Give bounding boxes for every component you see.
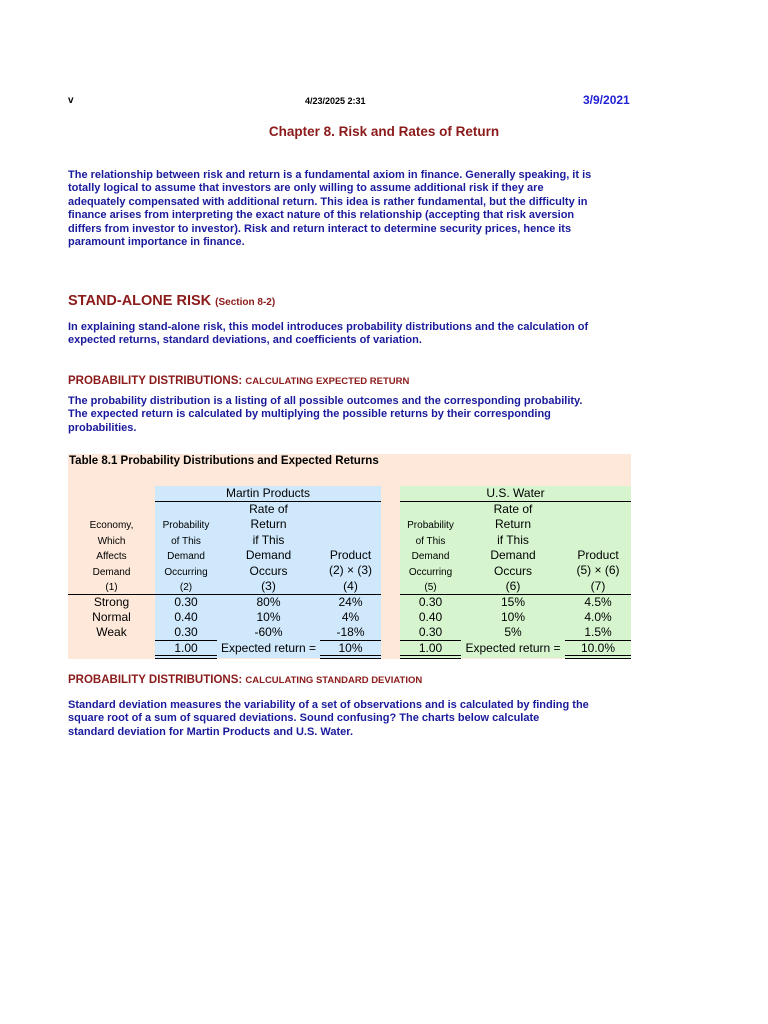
cell-probability: 0.30 (174, 625, 198, 639)
header-line: Probability (407, 520, 454, 531)
paragraph-line: The expected return is calculated by multiplying the possible returns by their corresponding (68, 408, 551, 421)
col-header-product-2 (565, 548, 631, 594)
header-line: Rate of (493, 502, 533, 516)
intro-line: totally logical to assume that investors are only willing to assume additional risk if they are (68, 182, 544, 195)
paragraph-line: square root of a sum of squared deviations. Sound confusing? The charts below calculate (68, 712, 540, 725)
header-line: (2) (179, 582, 193, 594)
cell-rate: 15% (500, 595, 526, 609)
header-line: Occurring (164, 566, 208, 578)
col-header-rate-2 (461, 502, 565, 594)
header-line: Which (97, 535, 126, 547)
header-mark: v (68, 95, 74, 106)
header-line: of This (415, 535, 446, 547)
total-probability: 1.00 (174, 641, 198, 655)
cell-probability: 0.30 (418, 625, 443, 639)
header-line: Demand (92, 566, 131, 578)
expected-return-value: 10% (338, 641, 363, 655)
cell-product: 4.5% (584, 595, 612, 609)
double-rule (400, 655, 461, 659)
cell-product: 24% (338, 595, 363, 609)
stand-alone-paragraph (68, 321, 633, 348)
col-header-probability-2 (400, 518, 461, 596)
header-line: of This (171, 535, 201, 547)
expected-return-value: 10.0% (580, 641, 616, 655)
heading-main: PROBABILITY DISTRIBUTIONS: (68, 375, 243, 387)
double-rule (155, 655, 217, 659)
group-header-martin: Martin Products (225, 486, 311, 500)
paragraph-line: Standard deviation measures the variability of a set of observations and is calculated by finding the (68, 699, 589, 711)
header-line: (7) (590, 578, 606, 593)
cell-economy: Strong (93, 595, 130, 609)
header-timestamp: 4/23/2025 2:31 (305, 96, 366, 106)
header-line: if This (252, 532, 285, 547)
header-line: (6) (505, 579, 521, 594)
heading-sub: CALCULATING EXPECTED RETURN (245, 376, 410, 387)
heading-sub: CALCULATING STANDARD DEVIATION (245, 675, 423, 686)
cell-product: 1.5% (584, 625, 612, 639)
header-line: Rate of (249, 502, 288, 516)
header-line: Occurs (249, 563, 288, 578)
header-line: Product (329, 548, 372, 562)
table-title: Table 8.1 Probability Distributions and Expected Returns (69, 455, 379, 467)
header-line: (5) × (6) (576, 563, 620, 578)
header-line: Demand (167, 551, 205, 563)
header-line: (1) (105, 582, 118, 594)
paragraph-line: expected returns, standard deviations, and coefficients of variation. (68, 334, 422, 347)
header-line: Demand (490, 548, 536, 563)
header-line: Economy, (89, 520, 134, 531)
intro-paragraph (68, 169, 633, 249)
col-header-probability-1 (155, 518, 217, 596)
cell-rate: 80% (256, 595, 281, 609)
header-line: Demand (411, 551, 450, 563)
header-line: (3) (261, 579, 276, 594)
double-rule (565, 655, 631, 659)
expected-return-heading (68, 375, 409, 387)
double-rule (320, 655, 381, 659)
cell-rate: 10% (500, 610, 526, 624)
intro-line: finance arises from interpreting the exact nature of this relationship (accepting that risk aversion (68, 209, 575, 222)
header-line: Occurs (493, 563, 532, 578)
header-line: Return (494, 517, 532, 532)
cell-rate: -60% (254, 625, 283, 639)
intro-line: The relationship between risk and return is a fundamental axiom in finance. Generally speaking, it is (68, 169, 592, 181)
cell-probability: 0.40 (418, 610, 443, 624)
paragraph-line: probabilities. (68, 421, 137, 434)
cell-product: 4.0% (584, 610, 612, 624)
intro-line: adequately compensated with additional return. This idea is rather fundamental, but the difficulty in (68, 195, 588, 208)
header-line: Probability (162, 520, 210, 531)
standard-deviation-heading (68, 674, 422, 686)
cell-product: -18% (336, 625, 365, 639)
standard-deviation-paragraph (68, 699, 633, 739)
header-line: Affects (96, 551, 127, 563)
intro-line: differs from investor to investor). Risk and return interact to determine security prices, hence its (68, 222, 572, 235)
group-header-water: U.S. Water (486, 486, 545, 500)
cell-probability: 0.30 (418, 595, 443, 609)
cell-economy: Normal (92, 610, 131, 624)
header-line: Return (250, 517, 287, 532)
paragraph-line: standard deviation for Martin Products and U.S. Water. (68, 725, 354, 738)
paragraph-line: The probability distribution is a listing of all possible outcomes and the corresponding probability. (68, 395, 583, 407)
section-reference: (Section 8-2) (215, 297, 276, 308)
header-date: 3/9/2021 (583, 93, 630, 107)
header-line: (4) (343, 578, 358, 593)
header-line: Product (577, 548, 619, 562)
header-line: if This (497, 532, 529, 547)
cell-rate: 5% (504, 625, 522, 639)
header-line: (5) (424, 582, 437, 594)
col-header-product-1 (320, 548, 381, 594)
col-header-economy (68, 518, 155, 596)
cell-economy: Weak (96, 625, 127, 639)
cell-product: 4% (341, 610, 360, 624)
expected-return-label: Expected return = (465, 641, 561, 655)
section-title-text: STAND-ALONE RISK (68, 293, 212, 309)
stand-alone-risk-heading (68, 293, 275, 309)
paragraph-line: In explaining stand-alone risk, this model introduces probability distributions and the calculation of (68, 321, 589, 333)
header-line: Occurring (408, 566, 453, 578)
chapter-title: Chapter 8. Risk and Rates of Return (268, 124, 500, 139)
col-header-rate-1 (217, 502, 320, 594)
heading-main: PROBABILITY DISTRIBUTIONS: (68, 674, 243, 686)
cell-probability: 0.40 (174, 610, 198, 624)
header-line: (2) × (3) (328, 563, 372, 578)
cell-probability: 0.30 (174, 595, 198, 609)
total-probability: 1.00 (418, 641, 443, 655)
expected-return-label: Expected return = (220, 641, 317, 655)
header-line: Demand (245, 548, 292, 563)
expected-return-paragraph (68, 395, 633, 435)
cell-rate: 10% (256, 610, 281, 624)
intro-line: paramount importance in finance. (68, 236, 245, 249)
